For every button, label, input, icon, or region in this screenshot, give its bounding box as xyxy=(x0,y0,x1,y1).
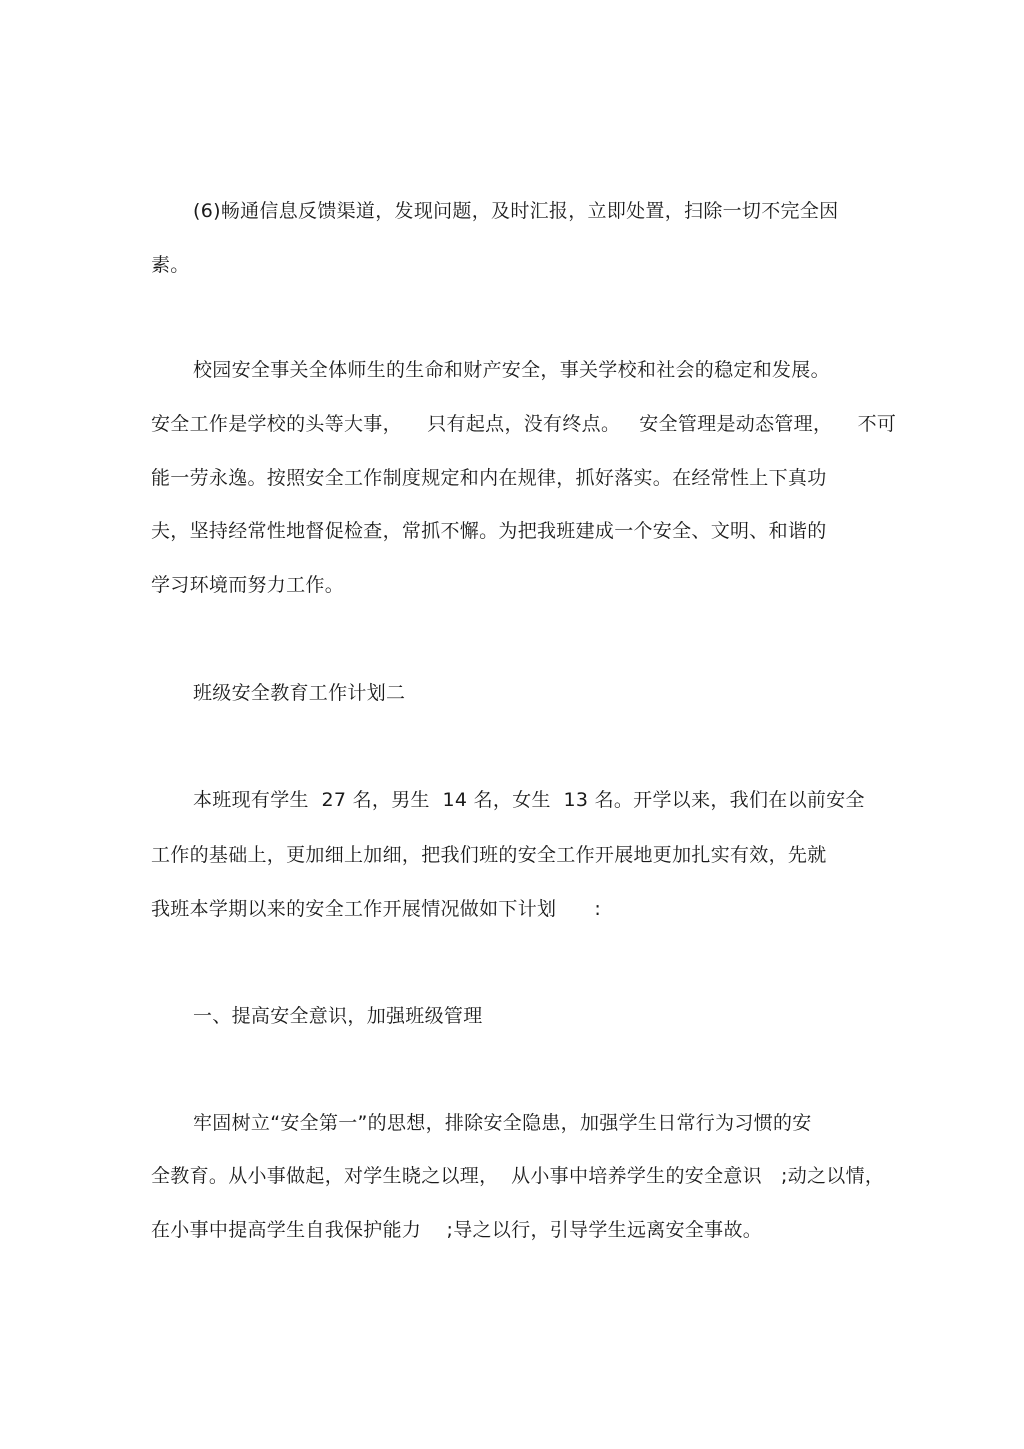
summary-line-3: 能一劳永逸。按照安全工作制度规定和内在规律，抓好落实。在经常性上下真功 xyxy=(151,467,827,489)
paragraph-6-line-2: 素。 xyxy=(151,254,190,276)
section-1-body-line-2: 全教育。从小事做起，对学生晓之以理， 从小事中培养学生的安全意识 ;动之以情， xyxy=(151,1165,885,1187)
section-1-body-line-1: 牢固树立“安全第一”的思想，排除安全隐患，加强学生日常行为习惯的安 xyxy=(193,1112,812,1134)
summary-line-4: 夫，坚持经常性地督促检查，常抓不懈。为把我班建成一个安全、文明、和谐的 xyxy=(151,520,827,542)
summary-line-5: 学习环境而努力工作。 xyxy=(151,574,345,596)
summary-line-1: 校园安全事关全体师生的生命和财产安全，事关学校和社会的稳定和发展。 xyxy=(193,359,830,381)
intro-line-3: 我班本学期以来的安全工作开展情况做如下计划 : xyxy=(151,898,602,920)
paragraph-6-line-1: (6)畅通信息反馈渠道，发现问题，及时汇报，立即处置，扫除一切不完全因 xyxy=(193,200,839,222)
section-1-body-line-3: 在小事中提高学生自我保护能力 ;导之以行，引导学生远离安全事故。 xyxy=(151,1219,763,1241)
plan-title: 班级安全教育工作计划二 xyxy=(193,682,406,704)
intro-line-2: 工作的基础上，更加细上加细，把我们班的安全工作开展地更加扎实有效，先就 xyxy=(151,844,827,866)
section-1-heading: 一、提高安全意识，加强班级管理 xyxy=(193,1005,483,1027)
intro-line-1: 本班现有学生 27 名，男生 14 名，女生 13 名。开学以来，我们在以前安全 xyxy=(193,789,865,811)
summary-line-2: 安全工作是学校的头等大事， 只有起点，没有终点。 安全管理是动态管理， 不可 xyxy=(151,413,897,435)
